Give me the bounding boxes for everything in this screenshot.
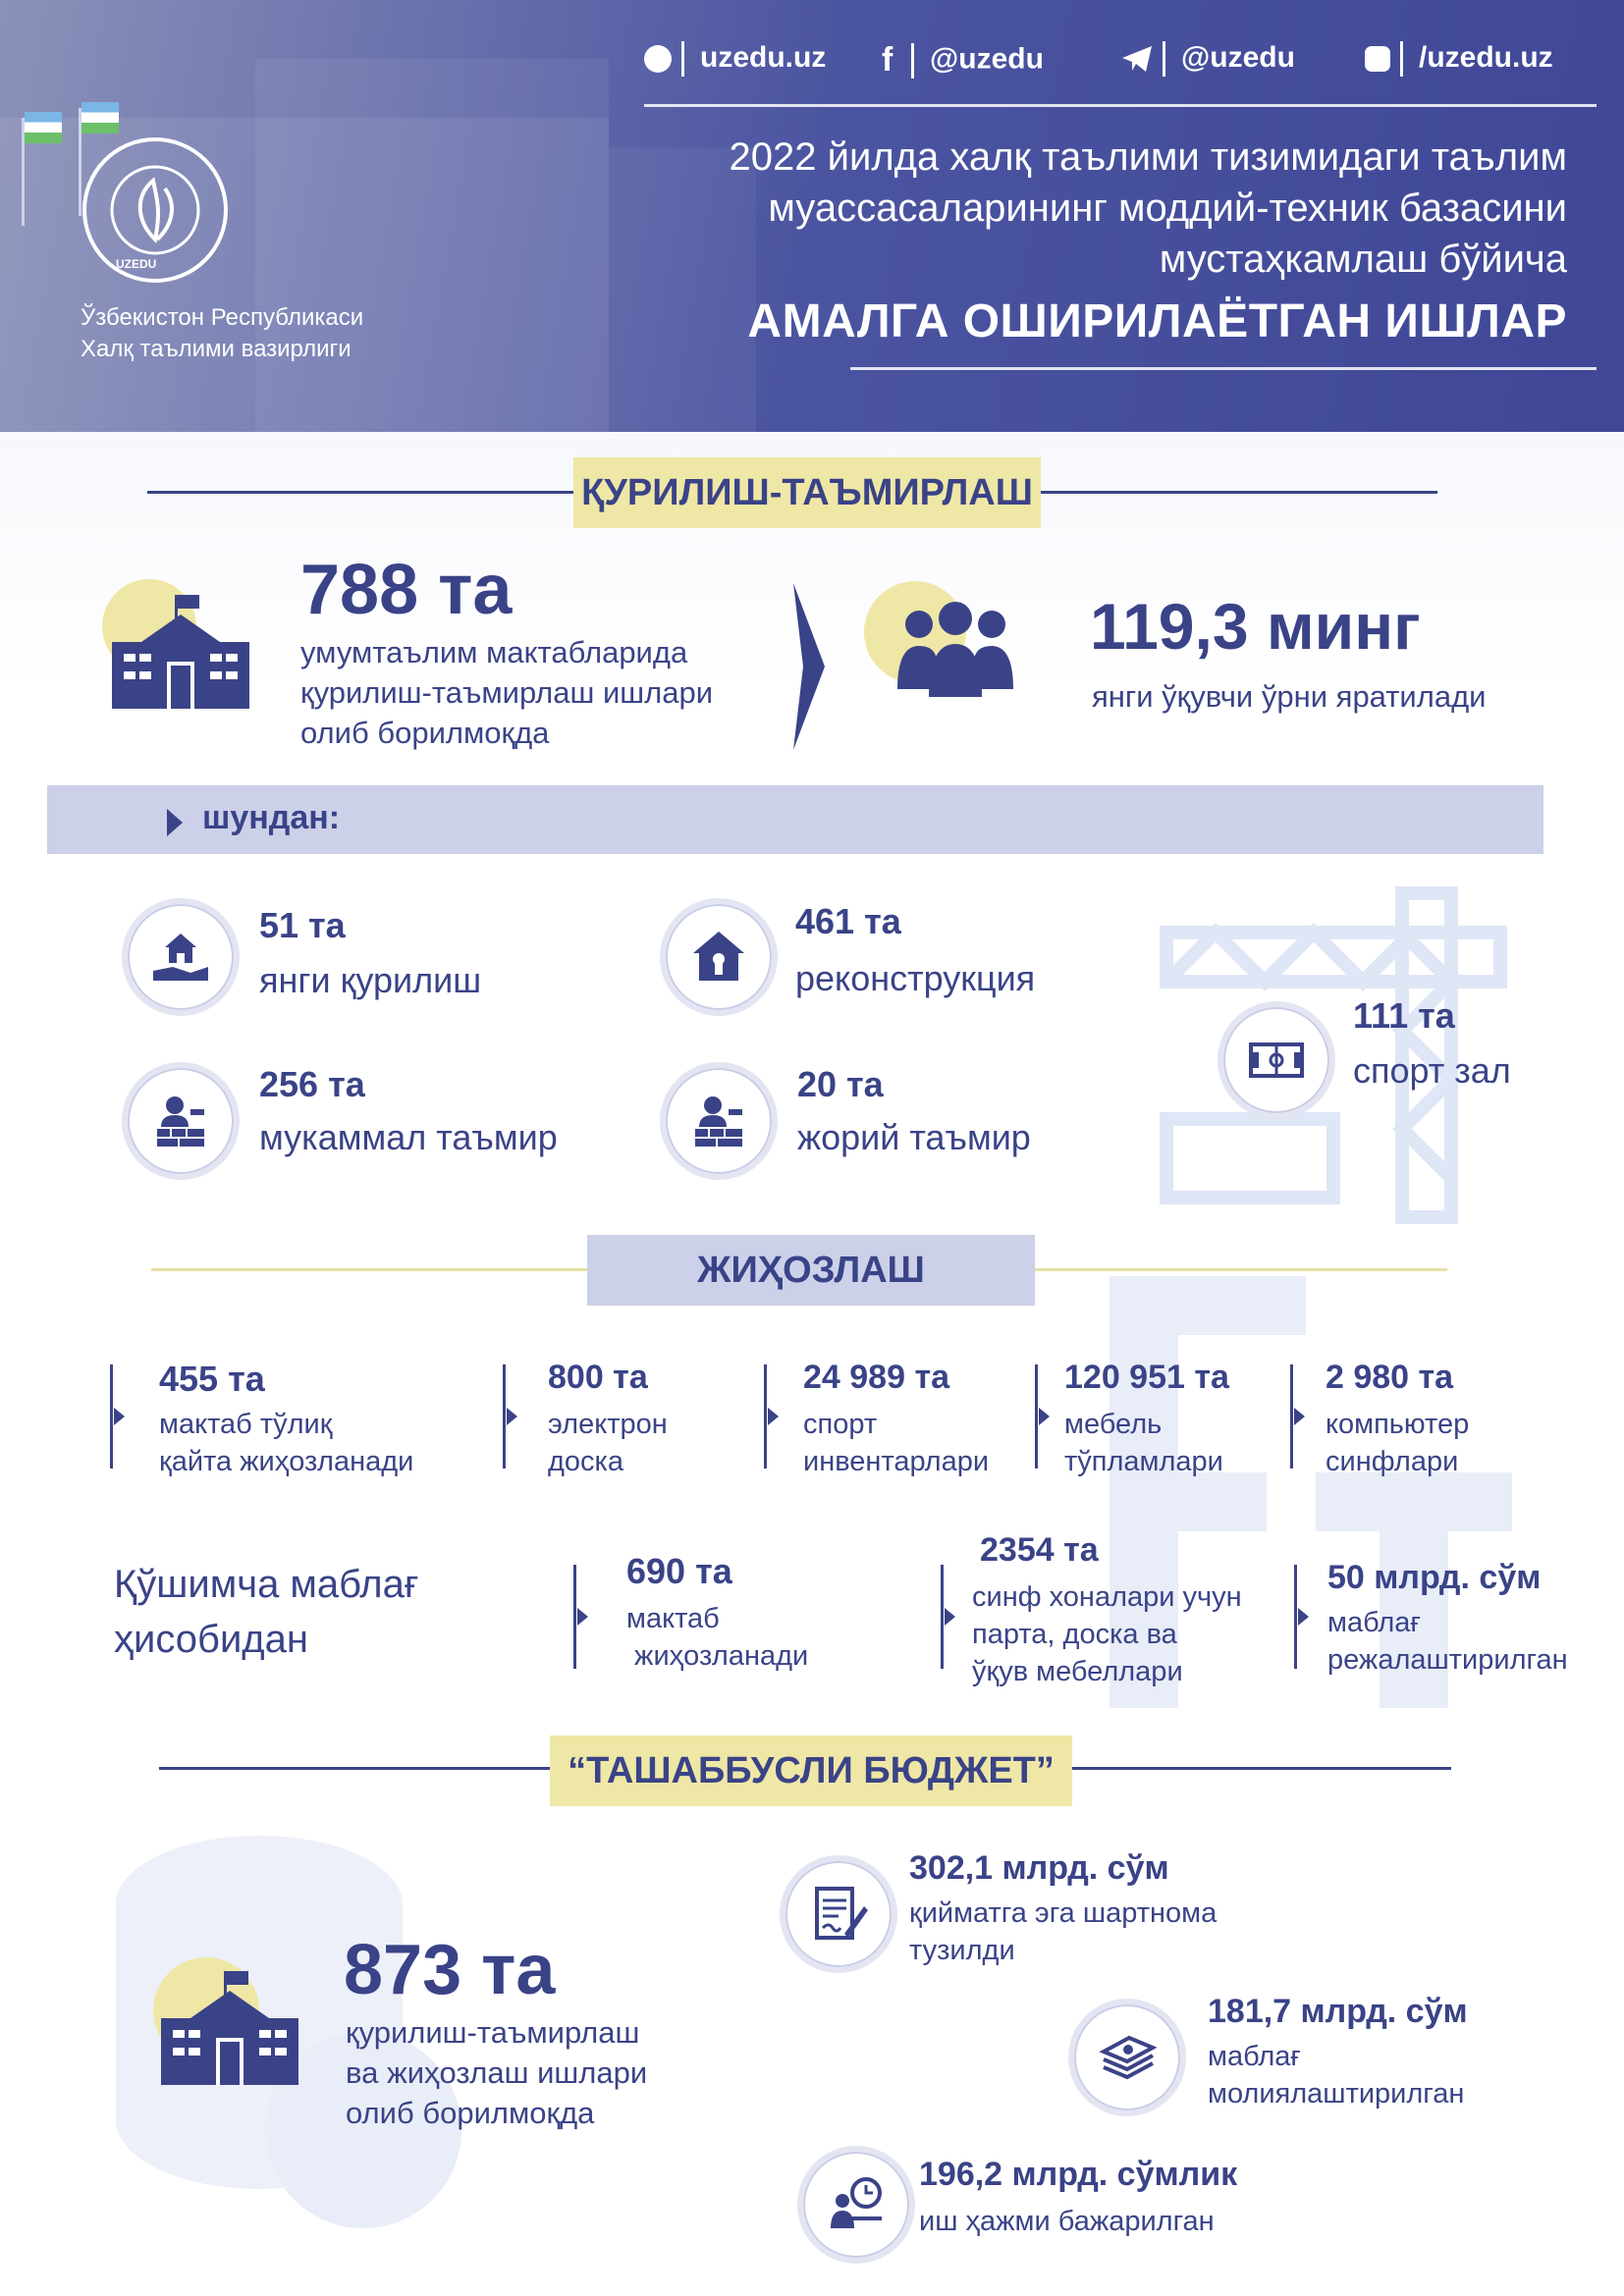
eq-item-value: 800 та [548, 1359, 648, 1396]
section-banner-budget: “ТАШАББУСЛИ БЮДЖЕТ” [550, 1735, 1072, 1806]
reconstruction-icon-circle [660, 898, 778, 1016]
divider [1400, 41, 1403, 77]
divider [911, 43, 914, 79]
eq-item-line1: спорт [803, 1409, 878, 1440]
court-icon [1247, 1031, 1306, 1090]
social-website[interactable] [644, 41, 826, 77]
budget-main-line1: қурилиш-таъмирлаш [346, 2015, 640, 2050]
contract-icon-circle [780, 1855, 897, 1973]
eq-item-line2: доска [548, 1446, 624, 1477]
extra-item-line1: мактаб [626, 1603, 720, 1634]
logo-sub: UZEDU [116, 257, 157, 271]
eq-item-label [1064, 1406, 1223, 1480]
eq-item-value: 120 951 та [1064, 1359, 1229, 1396]
item-divider [110, 1364, 113, 1468]
arrow-right-icon [768, 1408, 779, 1425]
arrow-right-icon [1039, 1408, 1050, 1425]
extra-item-label [626, 1600, 808, 1675]
budget-main-description [346, 2012, 647, 2133]
eq-item-line1: электрон [548, 1409, 668, 1440]
header-rule [644, 104, 1597, 107]
eq-item-label [159, 1406, 413, 1480]
extra-item-value: 690 та [626, 1551, 732, 1591]
ministry-name [81, 302, 363, 365]
budget-item-label [909, 1895, 1217, 1969]
budget-item-line2: тузилди [909, 1935, 1015, 1966]
arrow-right-icon [167, 809, 183, 836]
facebook-icon: f [882, 41, 893, 79]
schools-line1: умумтаълим мактабларида [300, 635, 688, 669]
house-wrench-icon [689, 928, 748, 987]
eq-item-line2: инвентарлари [803, 1446, 990, 1477]
subtitle-line1: 2022 йилда халқ таълими тизимидаги таълим [729, 135, 1567, 179]
item-divider [1294, 1565, 1297, 1669]
schools-value: 788 та [300, 551, 513, 629]
hand-house-icon [151, 928, 210, 987]
seats-value: 119,3 минг [1090, 590, 1421, 663]
eq-item-line2: қайта жиҳозланади [159, 1446, 414, 1477]
item-divider [1035, 1364, 1038, 1468]
eq-item-value: 2 980 та [1326, 1359, 1454, 1396]
extra-item-line1: маблағ [1327, 1607, 1422, 1638]
globe-icon [644, 45, 672, 73]
budget-main-value: 873 та [344, 1931, 556, 2009]
extra-item-line2: режалаштирилган [1327, 1644, 1568, 1676]
telegram-link[interactable]: @uzedu [1181, 41, 1295, 74]
extra-item-line2: жиҳозланади [626, 1640, 809, 1672]
major-repair-icon-circle [122, 1062, 240, 1180]
social-telegram[interactable] [1121, 41, 1295, 77]
arrow-right-icon [1294, 1408, 1305, 1425]
major-repair-label: мукаммал таъмир [259, 1117, 558, 1157]
eq-item-line2: синфлари [1326, 1446, 1459, 1477]
budget-item-value: 181,7 млрд. сўм [1208, 1993, 1468, 2030]
item-divider [573, 1565, 576, 1669]
extra-item-line2: парта, доска ва [972, 1619, 1177, 1650]
section-banner-construction: ҚУРИЛИШ-ТАЪМИРЛАШ [573, 457, 1041, 528]
schools-line3: олиб борилмоқда [300, 716, 550, 750]
website-link[interactable]: uzedu.uz [700, 41, 827, 74]
current-repair-label: жорий таъмир [797, 1117, 1031, 1157]
sports-hall-label: спорт зал [1353, 1050, 1511, 1091]
budget-item-line2: молиялаштирилган [1208, 2078, 1465, 2109]
eq-item-value: 455 та [159, 1359, 265, 1399]
extra-funding-label [114, 1557, 418, 1667]
extra-item-line1: синф хоналари учун [972, 1581, 1242, 1613]
sports-hall-value: 111 та [1353, 995, 1455, 1036]
extra-line1: Қўшимча маблағ [114, 1563, 419, 1606]
seats-label: янги ўқувчи ўрни яратилади [1092, 679, 1487, 714]
worker-clock-icon [827, 2175, 886, 2234]
budget-main-line2: ва жиҳозлаш ишлари [346, 2056, 648, 2090]
eq-item-label [1326, 1406, 1469, 1480]
telegram-icon [1121, 45, 1153, 73]
eq-item-line1: мебель [1064, 1409, 1163, 1440]
budget-main-line3: олиб борилмоқда [346, 2096, 595, 2130]
budget-item-line1: қийматга эга шартнома [909, 1897, 1218, 1929]
ministry-line2: Халқ таълими вазирлиги [81, 336, 352, 362]
money-stack-icon [1098, 2028, 1157, 2087]
extra-item-label [1327, 1604, 1568, 1679]
school-icon [112, 593, 249, 711]
arrow-right-icon [945, 1608, 955, 1626]
school-icon [161, 1969, 298, 2087]
budget-item-label [919, 2203, 1215, 2240]
item-divider [764, 1364, 767, 1468]
of-which-label: шундан: [202, 799, 341, 836]
builder-icon [151, 1092, 210, 1150]
reconstruction-label: реконструкция [795, 958, 1036, 998]
subtitle-line3: мустаҳкамлаш бўйича [1159, 238, 1567, 281]
budget-item-label [1208, 2038, 1464, 2112]
extra-item-label [972, 1578, 1242, 1690]
page-title: АМАЛГА ОШИРИЛАЁТГАН ИШЛАР [747, 295, 1567, 347]
new-construction-label: янги қурилиш [259, 960, 482, 1000]
social-instagram[interactable] [1365, 41, 1553, 77]
social-facebook[interactable] [882, 41, 1044, 80]
instagram-icon [1365, 46, 1390, 72]
ministry-line1: Ўзбекистон Республикаси [81, 304, 364, 331]
flag-icon [25, 112, 62, 143]
money-icon-circle [1068, 1999, 1186, 2116]
builder-icon [689, 1092, 748, 1150]
new-construction-icon-circle [122, 898, 240, 1016]
people-icon [895, 601, 1015, 699]
eq-item-label [803, 1406, 989, 1480]
chevron-right-icon [791, 583, 827, 750]
arrow-right-icon [577, 1608, 588, 1626]
arrow-right-icon [1298, 1608, 1309, 1626]
budget-item-line1: маблағ [1208, 2041, 1302, 2072]
header-rule [850, 367, 1597, 370]
reconstruction-value: 461 та [795, 901, 901, 941]
eq-item-line1: мактаб тўлиқ [159, 1409, 333, 1440]
eq-item-value: 24 989 та [803, 1359, 949, 1396]
instagram-link[interactable]: /uzedu.uz [1419, 41, 1553, 74]
arrow-right-icon [114, 1408, 125, 1425]
budget-item-value: 196,2 млрд. сўмлик [919, 2156, 1238, 2193]
eq-item-line1: компьютер [1326, 1409, 1470, 1440]
budget-item-line1: иш ҳажми бажарилган [919, 2206, 1215, 2237]
current-repair-value: 20 та [797, 1064, 884, 1104]
new-construction-value: 51 та [259, 905, 346, 945]
budget-item-value: 302,1 млрд. сўм [909, 1849, 1169, 1887]
extra-item-line3: ўқув мебеллари [972, 1656, 1183, 1687]
schools-description [300, 632, 713, 753]
contract-icon [809, 1885, 868, 1944]
item-divider [941, 1565, 944, 1669]
schools-line2: қурилиш-таъмирлаш ишлари [300, 675, 714, 710]
header-banner [0, 0, 1624, 432]
divider [681, 41, 684, 77]
flag-icon [81, 102, 119, 133]
divider [1163, 41, 1165, 77]
extra-item-value: 2354 та [980, 1531, 1099, 1569]
eq-item-label [548, 1406, 668, 1480]
sports-hall-icon-circle [1218, 1001, 1335, 1119]
major-repair-value: 256 та [259, 1064, 365, 1104]
item-divider [503, 1364, 506, 1468]
item-divider [1290, 1364, 1293, 1468]
arrow-right-icon [507, 1408, 517, 1425]
current-repair-icon-circle [660, 1062, 778, 1180]
section-banner-equipment: ЖИҲОЗЛАШ [587, 1235, 1035, 1306]
subtitle-line2: муассасаларининг моддий-техник базасини [768, 187, 1567, 230]
facebook-link[interactable]: @uzedu [930, 42, 1044, 76]
eq-item-line2: тўпламлари [1064, 1446, 1223, 1477]
header-subtitle [730, 132, 1567, 285]
extra-item-value: 50 млрд. сўм [1327, 1559, 1542, 1596]
building-backdrop [255, 59, 609, 432]
extra-line2: ҳисобидан [114, 1618, 308, 1661]
worker-icon-circle [797, 2146, 915, 2264]
